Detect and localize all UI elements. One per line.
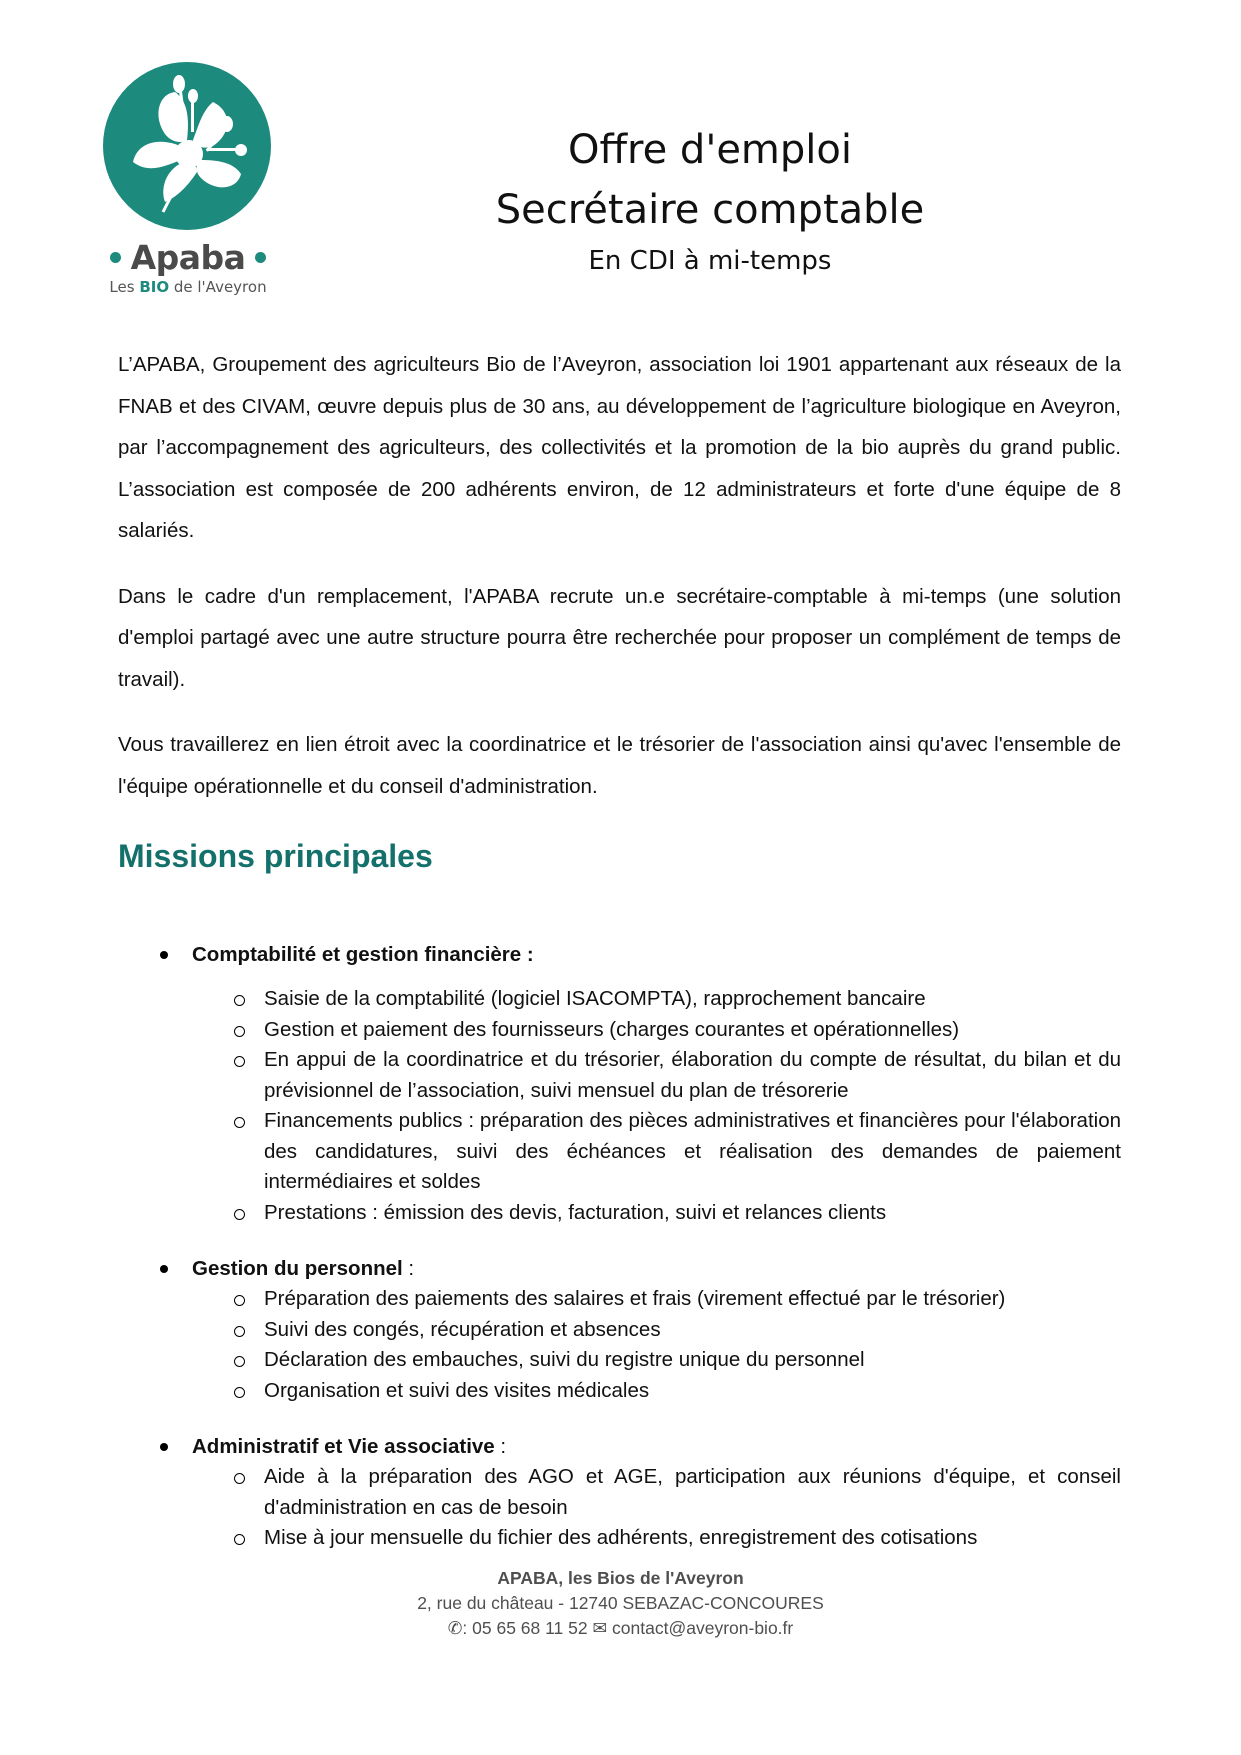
bullet-icon — [160, 951, 168, 959]
circle-bullet-icon — [234, 1117, 245, 1128]
page-footer — [0, 1566, 1241, 1641]
list-item-text: Mise à jour mensuelle du fichier des adhérents, enregistrement des cotisations — [264, 1526, 978, 1549]
footer-org-name: APABA, les Bios de l'Aveyron — [497, 1568, 744, 1588]
document-title — [430, 120, 990, 282]
circle-bullet-icon — [234, 1209, 245, 1220]
list-item — [264, 1523, 1121, 1554]
circle-bullet-icon — [234, 1473, 245, 1484]
circle-bullet-icon — [234, 1356, 245, 1367]
flower-logo-icon — [103, 62, 271, 230]
mission-heading-label: Administratif et Vie associative — [192, 1435, 495, 1458]
intro-section — [118, 344, 1121, 831]
footer-phone: : 05 65 68 11 52 — [462, 1618, 588, 1638]
list-item — [264, 1284, 1121, 1315]
mission-sublist — [118, 984, 1121, 1228]
mission-heading — [118, 940, 1121, 970]
footer-contact — [0, 1616, 1241, 1641]
title-offre: Offre d'emploi — [568, 127, 852, 173]
mission-heading-label: Gestion du personnel — [192, 1257, 403, 1280]
mission-sublist — [118, 1462, 1121, 1554]
missions-heading: Missions principales — [118, 838, 433, 874]
circle-bullet-icon — [234, 1056, 245, 1067]
list-item — [264, 1345, 1121, 1376]
missions-list — [118, 940, 1121, 1580]
logo-dot-right — [255, 252, 266, 263]
circle-bullet-icon — [234, 995, 245, 1006]
intro-paragraph: Vous travaillerez en lien étroit avec la coordinatrice et le trésorier de l'association ainsi qu'avec l'ensemble de l'équipe opérationnelle et du conseil d'administration. — [118, 733, 1121, 798]
logo-tagline — [98, 278, 278, 296]
list-item — [264, 1315, 1121, 1346]
title-contract-type: En CDI à mi-temps — [588, 246, 832, 276]
list-item-text: Gestion et paiement des fournisseurs (charges courantes et opérationnelles) — [264, 1017, 960, 1041]
logo-tagline-prefix: Les — [109, 278, 135, 296]
footer-address: 2, rue du château - 12740 SEBAZAC-CONCOURES — [417, 1593, 824, 1613]
logo-name-row — [98, 232, 278, 282]
logo-name: Apaba — [130, 237, 246, 277]
list-item — [264, 1106, 1121, 1198]
intro-paragraph: Dans le cadre d'un remplacement, l'APABA recrute un.e secrétaire-comptable à mi-temps (une solution d'emploi partagé avec une autre structure pourra être recherchée pour proposer un complément de temps de travail). — [118, 584, 1121, 691]
phone-icon: ✆ — [447, 1618, 463, 1638]
mission-heading-suffix: : — [402, 1257, 415, 1280]
bullet-icon — [160, 1443, 168, 1451]
mission-heading-label: Comptabilité et gestion financière : — [192, 943, 534, 966]
list-item-text: Saisie de la comptabilité (logiciel ISACOMPTA), rapprochement bancaire — [264, 987, 926, 1010]
mission-group-comptabilite — [118, 940, 1121, 1228]
list-item-text: Déclaration des embauches, suivi du registre unique du personnel — [264, 1348, 865, 1371]
apaba-logo — [98, 60, 278, 300]
list-item — [264, 1198, 1121, 1229]
list-item-text: Aide à la préparation des AGO et AGE, participation aux réunions d'équipe, et conseil d'administration en cas de besoin — [264, 1465, 1121, 1519]
intro-paragraph: L’APABA, Groupement des agriculteurs Bio de l’Aveyron, association loi 1901 appartenant aux réseaux de la FNAB et des CIVAM, œuvre depuis plus de 30 ans, au développement de l’agriculture biologique en Aveyron, par l’accompagnement des agriculteurs, des collectivités et la promotion de la bio auprès du grand public. L’association est composée de 200 adhérents environ, de 12 administrateurs et forte d'une équipe de 8 salariés. — [118, 353, 1121, 542]
list-item-text: Financements publics : préparation des pièces administratives et financières pour l'élaboration des candidatures, suivi des échéances et réalisation des demandes de paiement intermédiaires et soldes — [264, 1109, 1121, 1193]
circle-bullet-icon — [234, 1326, 245, 1337]
list-item-text: Préparation des paiements des salaires et frais (virement effectué par le trésorier) — [264, 1287, 1006, 1310]
list-item — [264, 984, 1121, 1015]
envelope-icon: ✉ — [592, 1618, 608, 1638]
list-item — [264, 1376, 1121, 1407]
list-item-text: Organisation et suivi des visites médicales — [264, 1378, 650, 1402]
logo-dot-left — [110, 252, 121, 263]
circle-bullet-icon — [234, 1387, 245, 1398]
title-position: Secrétaire comptable — [495, 187, 925, 233]
logo-tagline-bio: BIO — [139, 278, 170, 296]
logo-tagline-suffix: de l'Aveyron — [173, 278, 267, 296]
list-item-text: En appui de la coordinatrice et du trésorier, élaboration du compte de résultat, du bilan et du prévisionnel de l’association, suivi mensuel du plan de trésorerie — [264, 1048, 1121, 1102]
footer-email[interactable]: contact@aveyron-bio.fr — [612, 1618, 794, 1638]
mission-group-administratif — [118, 1432, 1121, 1554]
bullet-icon — [160, 1265, 168, 1273]
mission-sublist — [118, 1284, 1121, 1406]
mission-heading-suffix: : — [494, 1435, 507, 1458]
mission-group-personnel — [118, 1254, 1121, 1406]
list-item-text: Suivi des congés, récupération et absences — [264, 1317, 661, 1341]
circle-bullet-icon — [234, 1295, 245, 1306]
list-item — [264, 1015, 1121, 1046]
circle-bullet-icon — [234, 1534, 245, 1545]
list-item — [264, 1462, 1121, 1523]
list-item-text: Prestations : émission des devis, facturation, suivi et relances clients — [264, 1200, 887, 1224]
mission-heading — [118, 1254, 1121, 1284]
mission-heading — [118, 1432, 1121, 1462]
circle-bullet-icon — [234, 1026, 245, 1037]
list-item — [264, 1045, 1121, 1106]
